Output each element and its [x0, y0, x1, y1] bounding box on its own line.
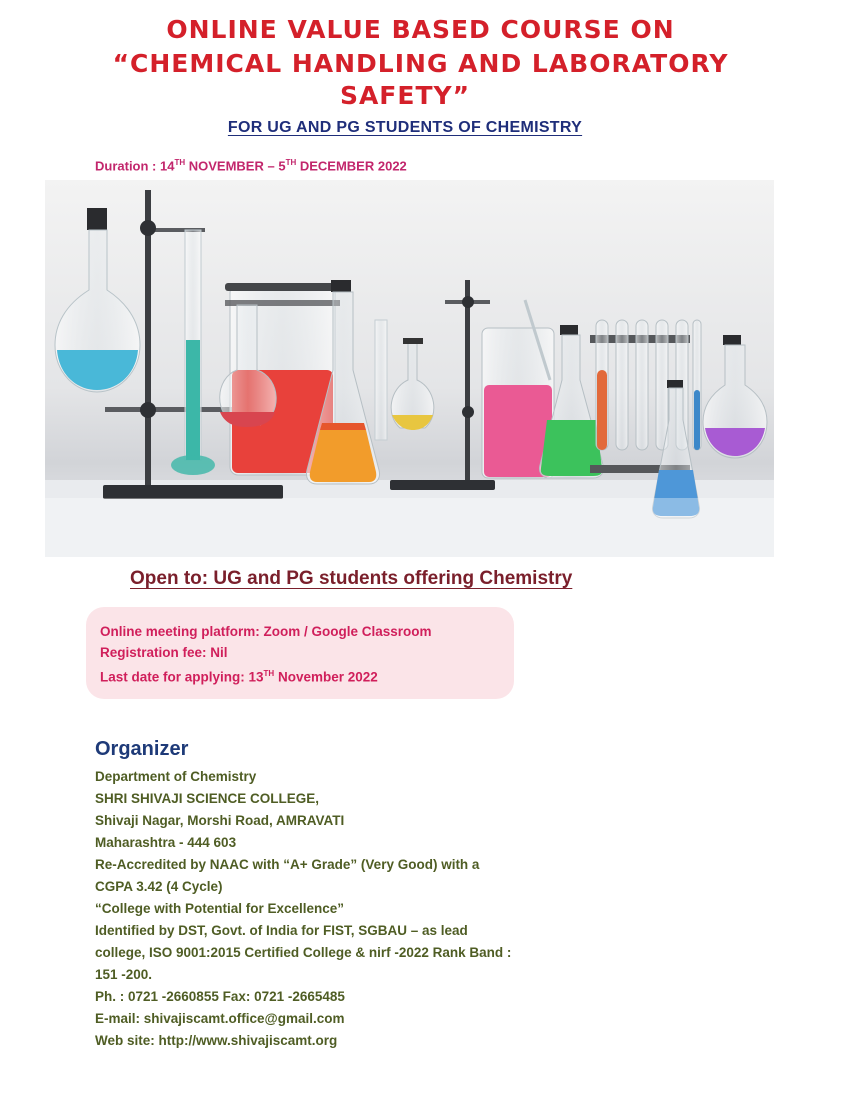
organizer-line: college, ISO 9001:2015 Certified College & nirf -2022 Rank Band : [95, 945, 512, 960]
organizer-email: E-mail: shivajiscamt.office@gmail.com [95, 1011, 345, 1026]
duration-prefix: Duration : 14 [95, 158, 175, 174]
organizer-phone-fax: Ph. : 0721 -2660855 Fax: 0721 -2665485 [95, 989, 345, 1004]
eligibility-heading: Open to: UG and PG students offering Chemistry [130, 568, 573, 589]
meeting-platform: Online meeting platform: Zoom / Google Classroom [100, 624, 432, 639]
laboratory-glassware-photo [45, 180, 774, 557]
course-info-box [86, 607, 514, 699]
course-subtitle: FOR UG AND PG STUDENTS OF CHEMISTRY [227, 119, 583, 136]
organizer-line: CGPA 3.42 (4 Cycle) [95, 879, 223, 894]
organizer-line: 151 -200. [95, 967, 153, 982]
last-date-suffix: November 2022 [274, 669, 378, 685]
organizer-line: Re-Accredited by NAAC with “A+ Grade” (Very Good) with a [95, 857, 480, 872]
last-date-prefix: Last date for applying: 13 [100, 669, 264, 685]
registration-fee: Registration fee: Nil [100, 645, 228, 660]
organizer-line: Department of Chemistry [95, 769, 257, 784]
duration-suffix: DECEMBER 2022 [296, 158, 407, 174]
organizer-details [95, 766, 615, 1052]
organizer-website: Web site: http://www.shivajiscamt.org [95, 1033, 338, 1048]
organizer-line: SHRI SHIVAJI SCIENCE COLLEGE, [95, 791, 320, 806]
course-duration [95, 158, 407, 173]
course-title-line-2: “CHEMICAL HANDLING AND LABORATORY [112, 49, 729, 78]
organizer-line: Maharashtra - 444 603 [95, 835, 237, 850]
last-date [100, 663, 514, 688]
duration-sup-end: TH [285, 158, 297, 167]
last-date-sup: TH [263, 669, 275, 678]
duration-mid: NOVEMBER – 5 [185, 158, 286, 174]
organizer-heading: Organizer [95, 738, 189, 760]
organizer-line: Identified by DST, Govt. of India for FIST, SGBAU – as lead [95, 923, 468, 938]
organizer-line: “College with Potential for Excellence” [95, 901, 345, 916]
organizer-line: Shivaji Nagar, Morshi Road, AMRAVATI [95, 813, 345, 828]
course-title-line-1: ONLINE VALUE BASED COURSE ON [166, 15, 675, 44]
duration-sup-start: TH [174, 158, 186, 167]
course-title-line-3: SAFETY” [339, 81, 471, 110]
